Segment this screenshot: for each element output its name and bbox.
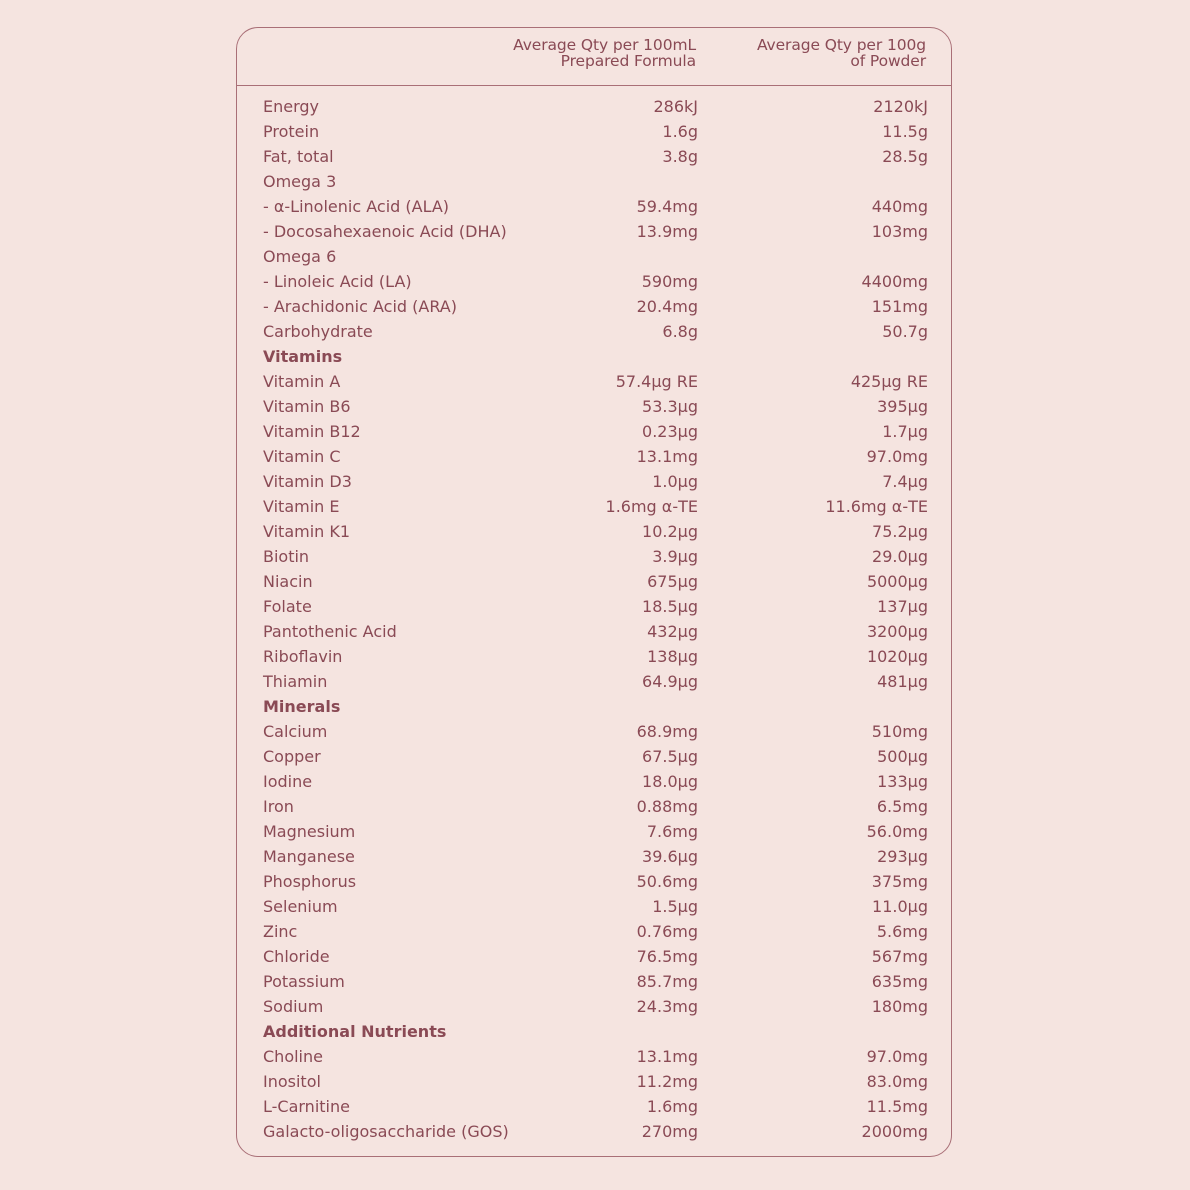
value-per-100g: 4400mg [861, 272, 928, 291]
nutrient-name: Potassium [263, 972, 345, 991]
nutrient-name: - Docosahexaenoic Acid (DHA) [263, 222, 507, 241]
table-row [263, 869, 928, 894]
value-per-100g: 83.0mg [866, 1072, 928, 1091]
nutrient-name: Vitamin D3 [263, 472, 352, 491]
value-per-100g: 50.7g [882, 322, 928, 341]
value-per-100ml: 13.1mg [636, 447, 698, 466]
table-row [263, 719, 928, 744]
table-row [263, 169, 928, 194]
table-row [263, 969, 928, 994]
section-heading: Additional Nutrients [263, 1022, 447, 1041]
table-row [263, 94, 928, 119]
value-per-100ml: 286kJ [653, 97, 698, 116]
table-row [263, 744, 928, 769]
nutrient-name: Chloride [263, 947, 330, 966]
nutrient-name: Vitamin C [263, 447, 341, 466]
nutrient-name: - Arachidonic Acid (ARA) [263, 297, 457, 316]
value-per-100g: 11.0µg [872, 897, 928, 916]
value-per-100ml: 1.6g [662, 122, 698, 141]
value-per-100g: 1.7µg [882, 422, 928, 441]
column-header-per-100g-line1: Average Qty per 100g [756, 36, 926, 54]
table-row [263, 1094, 928, 1119]
nutrient-name: Vitamin B6 [263, 397, 351, 416]
value-per-100ml: 59.4mg [636, 197, 698, 216]
value-per-100ml: 13.1mg [636, 1047, 698, 1066]
nutrient-name: Vitamin A [263, 372, 341, 391]
table-row [263, 1044, 928, 1069]
table-row [263, 819, 928, 844]
value-per-100g: 56.0mg [866, 822, 928, 841]
value-per-100ml: 0.76mg [636, 922, 698, 941]
column-header-per-100ml [513, 37, 696, 69]
value-per-100ml: 57.4µg RE [615, 372, 698, 391]
table-row [263, 144, 928, 169]
nutrient-name: Phosphorus [263, 872, 357, 891]
nutrient-rows [263, 94, 928, 1144]
table-row [263, 894, 928, 919]
nutrient-name: Omega 3 [263, 172, 337, 191]
nutrient-name: Magnesium [263, 822, 356, 841]
value-per-100g: 75.2µg [872, 522, 928, 541]
value-per-100g: 2120kJ [873, 97, 928, 116]
value-per-100ml: 39.6µg [642, 847, 698, 866]
value-per-100g: 137µg [877, 597, 928, 616]
nutrient-name: Carbohydrate [263, 322, 373, 341]
value-per-100g: 481µg [877, 672, 928, 691]
value-per-100ml: 3.8g [662, 147, 698, 166]
nutrition-information-panel [236, 27, 952, 1157]
value-per-100g: 440mg [871, 197, 928, 216]
value-per-100g: 28.5g [882, 147, 928, 166]
nutrient-name: Copper [263, 747, 321, 766]
table-row [263, 469, 928, 494]
section-heading-row [263, 694, 928, 719]
nutrient-name: Sodium [263, 997, 324, 1016]
nutrient-name: - α-Linolenic Acid (ALA) [263, 197, 450, 216]
value-per-100ml: 1.5µg [652, 897, 698, 916]
table-row [263, 444, 928, 469]
value-per-100g: 425µg RE [850, 372, 928, 391]
table-row [263, 194, 928, 219]
nutrient-name: Niacin [263, 572, 313, 591]
value-per-100g: 7.4µg [882, 472, 928, 491]
nutrient-name: Vitamin B12 [263, 422, 361, 441]
nutrient-name: Galacto-oligosaccharide (GOS) [263, 1122, 509, 1141]
value-per-100g: 97.0mg [866, 447, 928, 466]
value-per-100ml: 675µg [647, 572, 698, 591]
value-per-100g: 1020µg [866, 647, 928, 666]
value-per-100g: 510mg [871, 722, 928, 741]
table-row [263, 994, 928, 1019]
table-row [263, 519, 928, 544]
nutrient-name: Selenium [263, 897, 338, 916]
value-per-100g: 11.6mg α-TE [825, 497, 928, 516]
value-per-100g: 11.5g [882, 122, 928, 141]
table-row [263, 769, 928, 794]
nutrient-name: Vitamin E [263, 497, 340, 516]
nutrient-name: Thiamin [263, 672, 328, 691]
column-header-per-100g-line2: of Powder [850, 52, 926, 70]
value-per-100ml: 1.6mg [646, 1097, 698, 1116]
nutrient-name: Protein [263, 122, 320, 141]
column-header-per-100g [757, 37, 926, 69]
table-row [263, 244, 928, 269]
value-per-100ml: 18.0µg [642, 772, 698, 791]
table-row [263, 394, 928, 419]
value-per-100g: 2000mg [861, 1122, 928, 1141]
table-row [263, 594, 928, 619]
value-per-100g: 3200µg [866, 622, 928, 641]
value-per-100ml: 1.6mg α-TE [605, 497, 698, 516]
value-per-100g: 567mg [871, 947, 928, 966]
value-per-100ml: 0.23µg [642, 422, 698, 441]
value-per-100g: 103mg [871, 222, 928, 241]
table-row [263, 794, 928, 819]
value-per-100ml: 85.7mg [636, 972, 698, 991]
value-per-100ml: 7.6mg [646, 822, 698, 841]
table-row [263, 919, 928, 944]
column-header-per-100ml-line2: Prepared Formula [560, 52, 696, 70]
nutrient-name: Folate [263, 597, 312, 616]
table-row [263, 269, 928, 294]
value-per-100ml: 50.6mg [636, 872, 698, 891]
table-row [263, 319, 928, 344]
value-per-100ml: 3.9µg [652, 547, 698, 566]
value-per-100g: 5.6mg [876, 922, 928, 941]
table-row [263, 544, 928, 569]
value-per-100ml: 13.9mg [636, 222, 698, 241]
value-per-100ml: 11.2mg [636, 1072, 698, 1091]
section-heading-row [263, 1019, 928, 1044]
value-per-100g: 500µg [877, 747, 928, 766]
column-header-per-100ml-line1: Average Qty per 100mL [513, 36, 696, 54]
table-row [263, 494, 928, 519]
table-row [263, 369, 928, 394]
nutrient-name: Inositol [263, 1072, 321, 1091]
table-row [263, 844, 928, 869]
table-row [263, 619, 928, 644]
nutrient-name: Manganese [263, 847, 355, 866]
nutrient-name: Iodine [263, 772, 313, 791]
value-per-100ml: 18.5µg [642, 597, 698, 616]
table-row [263, 219, 928, 244]
nutrient-name: Choline [263, 1047, 323, 1066]
nutrient-name: Riboflavin [263, 647, 343, 666]
value-per-100g: 151mg [871, 297, 928, 316]
value-per-100g: 11.5mg [866, 1097, 928, 1116]
value-per-100ml: 0.88mg [636, 797, 698, 816]
value-per-100ml: 138µg [647, 647, 698, 666]
value-per-100ml: 20.4mg [636, 297, 698, 316]
nutrient-name: Iron [263, 797, 294, 816]
table-row [263, 419, 928, 444]
section-heading: Minerals [263, 697, 341, 716]
value-per-100g: 29.0µg [872, 547, 928, 566]
value-per-100g: 180mg [871, 997, 928, 1016]
table-row [263, 569, 928, 594]
value-per-100ml: 6.8g [662, 322, 698, 341]
value-per-100ml: 67.5µg [642, 747, 698, 766]
value-per-100ml: 270mg [641, 1122, 698, 1141]
value-per-100ml: 10.2µg [642, 522, 698, 541]
value-per-100ml: 64.9µg [642, 672, 698, 691]
table-header [237, 28, 951, 86]
value-per-100g: 635mg [871, 972, 928, 991]
nutrient-name: Biotin [263, 547, 310, 566]
value-per-100g: 375mg [871, 872, 928, 891]
nutrient-name: Fat, total [263, 147, 334, 166]
section-heading-row [263, 344, 928, 369]
table-row [263, 1069, 928, 1094]
value-per-100g: 293µg [877, 847, 928, 866]
value-per-100g: 6.5mg [876, 797, 928, 816]
table-row [263, 294, 928, 319]
section-heading: Vitamins [263, 347, 343, 366]
table-row [263, 119, 928, 144]
nutrient-name: Energy [263, 97, 320, 116]
value-per-100g: 97.0mg [866, 1047, 928, 1066]
value-per-100ml: 1.0µg [652, 472, 698, 491]
value-per-100ml: 76.5mg [636, 947, 698, 966]
nutrient-name: L-Carnitine [263, 1097, 350, 1116]
value-per-100ml: 432µg [647, 622, 698, 641]
nutrient-name: Vitamin K1 [263, 522, 351, 541]
value-per-100g: 5000µg [866, 572, 928, 591]
nutrient-name: Calcium [263, 722, 328, 741]
table-row [263, 944, 928, 969]
nutrient-name: Omega 6 [263, 247, 337, 266]
value-per-100ml: 53.3µg [642, 397, 698, 416]
nutrient-name: - Linoleic Acid (LA) [263, 272, 412, 291]
value-per-100ml: 590mg [641, 272, 698, 291]
value-per-100ml: 24.3mg [636, 997, 698, 1016]
table-row [263, 644, 928, 669]
nutrient-name: Pantothenic Acid [263, 622, 397, 641]
value-per-100ml: 68.9mg [636, 722, 698, 741]
table-row [263, 1119, 928, 1144]
nutrient-name: Zinc [263, 922, 298, 941]
table-row [263, 669, 928, 694]
value-per-100g: 133µg [877, 772, 928, 791]
value-per-100g: 395µg [877, 397, 928, 416]
